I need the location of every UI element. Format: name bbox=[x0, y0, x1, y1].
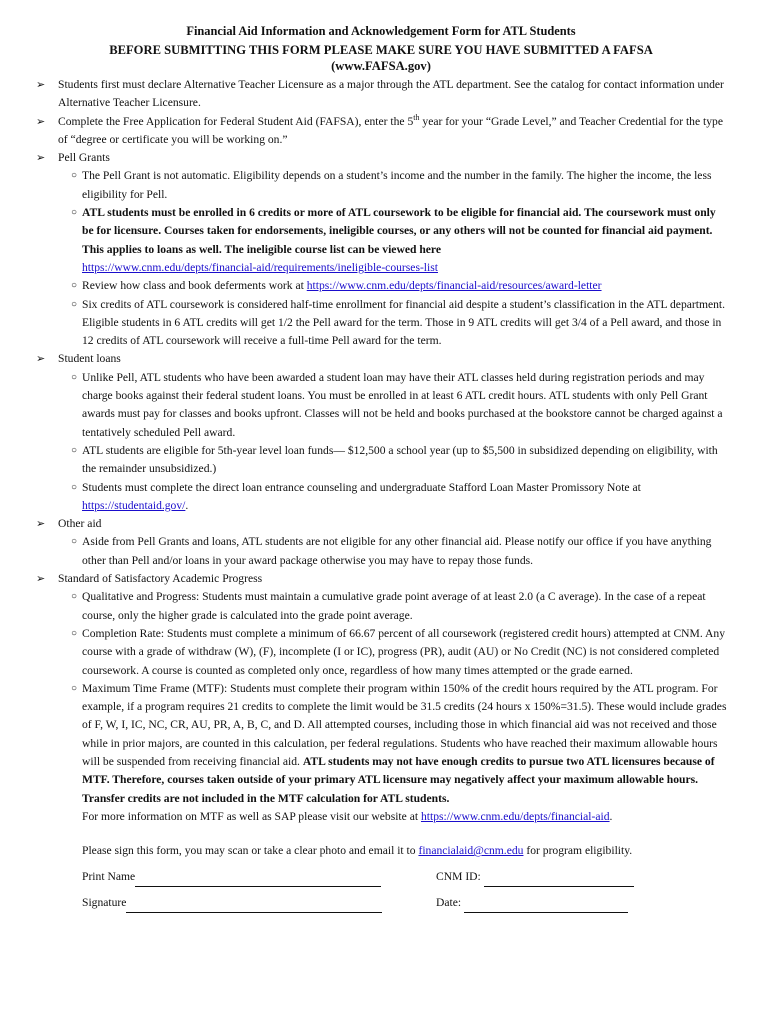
fifth-year-text: ATL students are eligible for 5th-year level loan funds— $12,500 a school year (up to $5,500 in subsidized depending on eligibility, with the remainder unsubsidized.) bbox=[82, 443, 718, 476]
more-info-line bbox=[34, 808, 728, 826]
declare-major-text: Students first must declare Alternative Teacher Licensure as a major through the ATL department. See the catalog for contact information under Alternative Teacher Licensure. bbox=[58, 78, 724, 110]
deferments-text: Review how class and book deferments work at bbox=[82, 279, 307, 293]
award-letter-link[interactable]: https://www.cnm.edu/depts/financial-aid/resources/award-letter bbox=[306, 279, 602, 293]
fafsa-warning-line1: BEFORE SUBMITTING THIS FORM PLEASE MAKE SURE YOU HAVE SUBMITTED A FAFSA bbox=[109, 43, 653, 57]
print-name-input-line[interactable] bbox=[135, 872, 381, 887]
arrow-bullet-icon: ➢ bbox=[36, 353, 46, 366]
section-sap bbox=[34, 570, 728, 588]
fafsa-text-b: year for your “Grade Level,” and Teacher Credential for the type of “degree or certificate you will be working on.” bbox=[58, 114, 723, 146]
sap-item-mtf bbox=[34, 680, 728, 808]
section-other-aid bbox=[34, 515, 728, 533]
fafsa-warning-line2: (www.FAFSA.gov) bbox=[331, 59, 431, 73]
sign-intro-end: for program eligibility. bbox=[523, 844, 633, 858]
studentaid-link[interactable]: https://studentaid.gov/ bbox=[82, 498, 186, 512]
completion-rate-text: Completion Rate: Students must complete a minimum of 66.67 percent of all coursework (registered credit hours) attempted at CNM. Any course with a grade of withdraw (W), (F), incomplete (I or IC), progress (PR), audit (AU) or No Credit (NC) is not considered completed coursework. A course is counted as completed only once, regardless of how many times attempted or the grade earned. bbox=[82, 626, 725, 677]
date-label: Date: bbox=[436, 896, 465, 910]
pell-not-automatic-text: The Pell Grant is not automatic. Eligibility depends on a student’s income and the number in the family. The higher the income, the less eligibility for Pell. bbox=[82, 169, 712, 201]
loans-item-fifth-year bbox=[34, 442, 728, 479]
pell-item-not-automatic bbox=[34, 167, 728, 204]
arrow-bullet-icon: ➢ bbox=[36, 152, 46, 165]
circle-bullet-icon: ○ bbox=[71, 298, 78, 310]
section-pell-grants bbox=[34, 149, 728, 167]
financial-aid-website-link[interactable]: https://www.cnm.edu/depts/financial-aid bbox=[420, 809, 610, 823]
print-name-label: Print Name bbox=[82, 870, 136, 884]
more-info-period: . bbox=[609, 809, 613, 823]
qualitative-text: Qualitative and Progress: Students must maintain a cumulative grade point average of at least 2.0 (a C average). In the case of a repeat course, only the higher grade is calculated into the grade point average. bbox=[82, 590, 706, 622]
circle-bullet-icon: ○ bbox=[71, 627, 78, 639]
fafsa-warning bbox=[34, 42, 728, 74]
cnm-id-field bbox=[436, 868, 634, 886]
signature-label: Signature bbox=[82, 896, 127, 910]
cnm-id-label: CNM ID: bbox=[436, 870, 484, 884]
form-title: Financial Aid Information and Acknowledgement Form for ATL Students bbox=[186, 24, 576, 38]
fafsa-superscript: th bbox=[413, 112, 420, 122]
circle-bullet-icon: ○ bbox=[71, 170, 78, 182]
fafsa-text-a: Complete the Free Application for Federal Student Aid (FAFSA), enter the 5 bbox=[58, 114, 414, 128]
bullet-declare-major bbox=[34, 76, 728, 113]
other-aid-text: Aside from Pell Grants and loans, ATL students are not eligible for any other financial aid. Please notify our office if you have anything other than Pell and/or loans in your award package otherwise you may have to repay those funds. bbox=[82, 535, 712, 567]
mtf-bold-text: ATL students may not have enough credits to pursue two ATL licensures because of MTF. Therefore, courses taken outside of your primary ATL licensure may negatively affect your maximum allowable hours. Transfer credits are not included in the MTF calculation for ATL students. bbox=[82, 754, 715, 805]
arrow-bullet-icon: ➢ bbox=[36, 115, 46, 128]
mtf-text: Maximum Time Frame (MTF): Students must complete their program within 150% of the credit hours required by the ATL program. For example, if a program requires 21 credits to complete the limit would be 31.5 credits (24 hours x 150%=31.5). These would include grades of F, W, I, IC, NC, CR, AU, PR, A, B, C, and D. All attempted courses, including those in which financial aid was not received and those while in prior majors, are counted in this calculation, per federal regulations. Students who have reached their maximum allowable hours will be suspended from receiving financial aid. bbox=[82, 681, 727, 768]
sign-instructions bbox=[34, 842, 728, 860]
bullet-complete-fafsa bbox=[34, 113, 728, 150]
arrow-bullet-icon: ➢ bbox=[36, 573, 46, 586]
arrow-bullet-icon: ➢ bbox=[36, 518, 46, 531]
signature-field bbox=[82, 894, 382, 912]
section-student-loans bbox=[34, 350, 728, 368]
sap-heading: Standard of Satisfactory Academic Progress bbox=[58, 572, 263, 586]
pell-heading: Pell Grants bbox=[58, 151, 110, 165]
circle-bullet-icon: ○ bbox=[71, 371, 78, 383]
date-input-line[interactable] bbox=[464, 898, 628, 913]
sap-item-completion-rate bbox=[34, 625, 728, 680]
arrow-bullet-icon: ➢ bbox=[36, 79, 46, 91]
pell-item-six-credits bbox=[34, 296, 728, 351]
circle-bullet-icon: ○ bbox=[71, 444, 78, 456]
other-aid-item bbox=[34, 533, 728, 570]
cnm-id-input-line[interactable] bbox=[484, 872, 634, 887]
circle-bullet-icon: ○ bbox=[71, 536, 78, 548]
pell-item-deferments bbox=[34, 277, 728, 295]
more-info-text: For more information on MTF as well as SAP please visit our website at bbox=[82, 809, 421, 823]
pell-item-enrollment-requirement bbox=[34, 204, 728, 277]
ineligible-courses-link[interactable]: https://www.cnm.edu/depts/financial-aid/requirements/ineligible-courses-list bbox=[82, 260, 438, 274]
financial-aid-email-link[interactable]: financialaid@cnm.edu bbox=[418, 844, 524, 858]
circle-bullet-icon: ○ bbox=[71, 481, 78, 493]
signature-fields bbox=[34, 868, 728, 928]
sign-intro-text: Please sign this form, you may scan or take a clear photo and email it to bbox=[82, 844, 419, 858]
unlike-pell-text: Unlike Pell, ATL students who have been awarded a student loan may have their ATL classes held during registration periods and may charge books against their federal student loans. You must be enrolled in at least 6 ATL credit hours. ATL students with only Pell Grant awards must pay for classes and books upfront. Classes will not be held and books purchased at the bookstore cannot be charged against a tentatively scheduled Pell award. bbox=[82, 370, 723, 439]
loans-item-unlike-pell bbox=[34, 369, 728, 442]
signature-input-line[interactable] bbox=[126, 898, 382, 913]
loans-heading: Student loans bbox=[58, 352, 121, 366]
other-aid-heading: Other aid bbox=[58, 517, 102, 531]
sap-item-qualitative bbox=[34, 588, 728, 625]
circle-bullet-icon: ○ bbox=[71, 280, 78, 292]
circle-bullet-icon: ○ bbox=[71, 591, 78, 603]
circle-bullet-icon: ○ bbox=[71, 207, 78, 219]
six-credits-text: Six credits of ATL coursework is considered half-time enrollment for financial aid despite a student’s classification in the ATL department. Eligible students in 6 ATL credits will get 1/2 the Pell award for the term. Those in 9 ATL credits will get 3/4 of a Pell award, and those in 12 credits of ATL coursework will receive a full-time Pell award for the term. bbox=[82, 297, 726, 348]
counseling-period: . bbox=[185, 498, 189, 512]
date-field bbox=[436, 894, 628, 912]
counseling-text: Students must complete the direct loan entrance counseling and undergraduate Stafford Loan Master Promissory Note at bbox=[82, 480, 641, 494]
pell-enrollment-bold-text: ATL students must be enrolled in 6 credits or more of ATL coursework to be eligible for financial aid. The coursework must only be for licensure. Courses taken for endorsements, ineligible courses, or any others will not be counted for financial aid payment. This applies to loans as well. The ineligible course list can be viewed here bbox=[82, 206, 716, 256]
circle-bullet-icon: ○ bbox=[71, 682, 78, 694]
loans-item-counseling bbox=[34, 479, 728, 516]
print-name-field bbox=[82, 868, 381, 886]
